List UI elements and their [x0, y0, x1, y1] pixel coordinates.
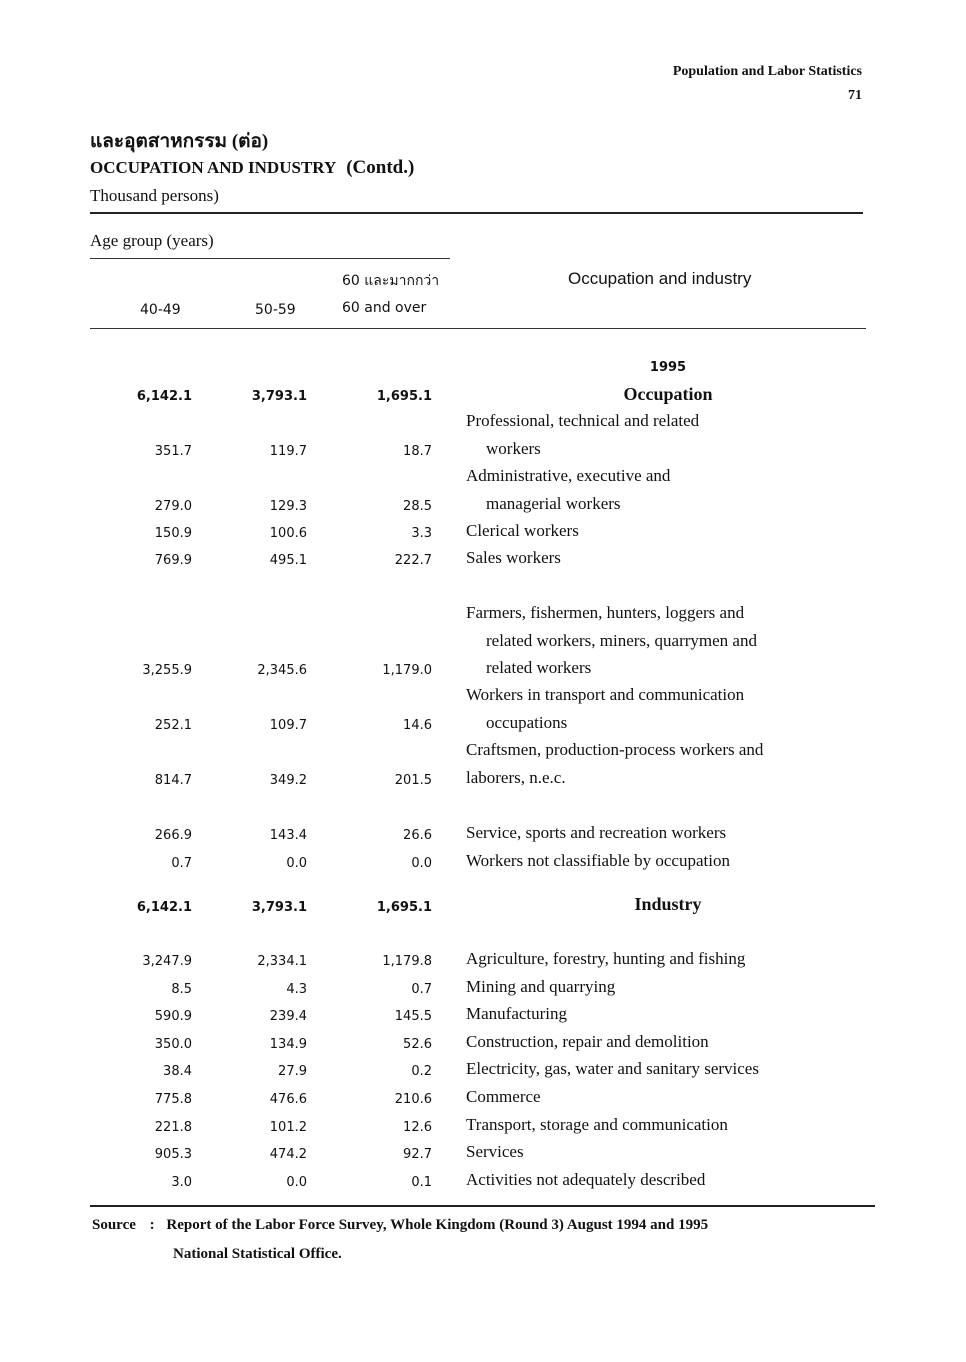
cell-value-col2: 474.2 [269, 1147, 307, 1163]
cell-value-col3: 26.6 [403, 828, 432, 843]
cell-value-col1: 0.7 [171, 856, 192, 871]
source-line-1 [92, 1217, 708, 1234]
page-number: 71 [848, 88, 862, 103]
cell-value-col1: 769.9 [154, 553, 192, 568]
cell-value-col1: 3,247.9 [142, 954, 192, 969]
cell-value-col3: 18.7 [403, 443, 432, 459]
top-rule [90, 212, 863, 214]
cell-value-col1: 221.8 [154, 1119, 192, 1135]
cell-value-col1: 350.0 [154, 1036, 192, 1052]
cell-value-col3: 201.5 [394, 772, 432, 788]
cell-value-col3: 1,695.1 [376, 389, 432, 404]
cell-value-col1: 351.7 [154, 443, 192, 459]
row-label: Manufacturing [466, 1004, 568, 1024]
cell-value-col3: 210.6 [394, 1092, 432, 1107]
row-label: Activities not adequately described [466, 1169, 706, 1189]
cell-value-col2: 101.2 [269, 1119, 307, 1135]
row-label: Clerical workers [466, 521, 579, 540]
col-60-over: 60 and over [342, 300, 427, 316]
source-label: Source [92, 1217, 136, 1233]
cell-value-col1: 252.1 [154, 717, 192, 733]
cell-value-col2: 495.1 [269, 553, 307, 568]
source-separator: : [149, 1217, 155, 1233]
cell-value-col2: 109.7 [269, 717, 307, 733]
row-label: occupations [486, 712, 568, 732]
row-label: related workers, miners, quarrymen and [486, 630, 757, 650]
title-english-text: OCCUPATION AND INDUSTRY [90, 158, 337, 177]
row-label: Services [466, 1142, 524, 1162]
row-label: Sales workers [466, 548, 561, 567]
row-label: Administrative, executive and [466, 466, 671, 485]
cell-value-col3: 3.3 [411, 526, 432, 541]
cell-value-col1: 775.8 [154, 1092, 192, 1107]
section-heading-occupation: Occupation [623, 384, 713, 404]
source-text: Report of the Labor Force Survey, Whole Kingdom (Round 3) August 1994 and 1995 [166, 1217, 709, 1233]
cell-value-col3: 1,179.8 [382, 954, 432, 969]
cell-value-col1: 905.3 [154, 1147, 192, 1163]
row-label: Mining and quarrying [466, 976, 616, 996]
cell-value-col3: 0.0 [411, 856, 432, 871]
title-english [90, 157, 414, 179]
row-label: managerial workers [486, 493, 621, 513]
cell-value-col3: 1,179.0 [382, 663, 432, 678]
row-label: Electricity, gas, water and sanitary services [466, 1059, 759, 1079]
row-label: Professional, technical and related [466, 411, 700, 430]
cell-value-col2: 134.9 [269, 1036, 307, 1052]
cell-value-col2: 27.9 [278, 1064, 307, 1080]
cell-value-col2: 143.4 [269, 828, 307, 843]
row-label: Workers in transport and communication [466, 685, 745, 704]
cell-value-col3: 92.7 [403, 1147, 432, 1163]
running-title: Population and Labor Statistics [672, 64, 862, 79]
cell-value-col2: 4.3 [286, 981, 307, 997]
cell-value-col1: 6,142.1 [136, 389, 192, 404]
cell-value-col1: 266.9 [154, 828, 192, 843]
cell-value-col1: 3,255.9 [142, 663, 192, 678]
year-label: 1995 [649, 360, 687, 375]
row-label: related workers [486, 658, 592, 677]
row-label: Construction, repair and demolition [466, 1031, 709, 1051]
col-60-over-thai: 60 และมากกว่า [342, 273, 440, 289]
row-label: laborers, n.e.c. [466, 767, 566, 787]
cell-value-col2: 129.3 [269, 498, 307, 514]
row-label: Farmers, fishermen, hunters, loggers and [466, 603, 745, 622]
row-label: Service, sports and recreation workers [466, 823, 727, 842]
source-line-2: National Statistical Office. [173, 1246, 342, 1262]
cell-value-col3: 28.5 [403, 498, 432, 514]
cell-value-col2: 2,334.1 [257, 954, 307, 969]
row-label: workers [486, 438, 541, 458]
cell-value-col2: 0.0 [286, 1174, 307, 1190]
cell-value-col2: 0.0 [286, 856, 307, 871]
cell-value-col1: 590.9 [154, 1009, 192, 1025]
col-50-59: 50-59 [255, 302, 296, 318]
cell-value-col3: 14.6 [403, 717, 432, 733]
row-label: Agriculture, forestry, hunting and fishing [466, 949, 746, 968]
cell-value-col2: 2,345.6 [257, 663, 307, 678]
unit-label: Thousand persons) [90, 186, 219, 205]
cell-value-col3: 1,695.1 [376, 900, 432, 915]
cell-value-col1: 814.7 [154, 772, 192, 788]
cell-value-col3: 145.5 [394, 1009, 432, 1025]
cell-value-col1: 38.4 [163, 1064, 192, 1080]
col-occupation-industry: Occupation and industry [568, 269, 752, 288]
row-label: Commerce [466, 1087, 541, 1106]
cell-value-col2: 349.2 [269, 772, 307, 788]
cell-value-col1: 3.0 [171, 1174, 192, 1190]
age-group-label: Age group (years) [90, 231, 214, 250]
cell-value-col2: 119.7 [269, 443, 307, 459]
cell-value-col2: 3,793.1 [251, 389, 307, 404]
title-contd: (Contd.) [346, 157, 415, 178]
cell-value-col2: 239.4 [269, 1009, 307, 1025]
section-heading-industry: Industry [634, 894, 702, 914]
cell-value-col3: 222.7 [394, 553, 432, 568]
cell-value-col3: 0.2 [411, 1064, 432, 1080]
cell-value-col3: 52.6 [403, 1036, 432, 1052]
cell-value-col2: 100.6 [269, 526, 307, 541]
row-label: Craftsmen, production-process workers and [466, 740, 764, 759]
cell-value-col1: 279.0 [154, 498, 192, 514]
cell-value-col3: 12.6 [403, 1119, 432, 1135]
cell-value-col2: 476.6 [269, 1092, 307, 1107]
cell-value-col2: 3,793.1 [251, 900, 307, 915]
title-thai: และอุตสาหกรรม (ต่อ) [90, 131, 269, 152]
row-label: Workers not classifiable by occupation [466, 851, 730, 870]
bottom-rule [90, 1205, 875, 1207]
cell-value-col3: 0.1 [411, 1174, 432, 1190]
cell-value-col3: 0.7 [411, 981, 432, 997]
header-rule [90, 328, 866, 329]
cell-value-col1: 150.9 [154, 526, 192, 541]
cell-value-col1: 8.5 [171, 981, 192, 997]
row-label: Transport, storage and communication [466, 1114, 728, 1134]
col-40-49: 40-49 [140, 302, 181, 318]
age-group-rule [90, 258, 450, 259]
cell-value-col1: 6,142.1 [136, 900, 192, 915]
